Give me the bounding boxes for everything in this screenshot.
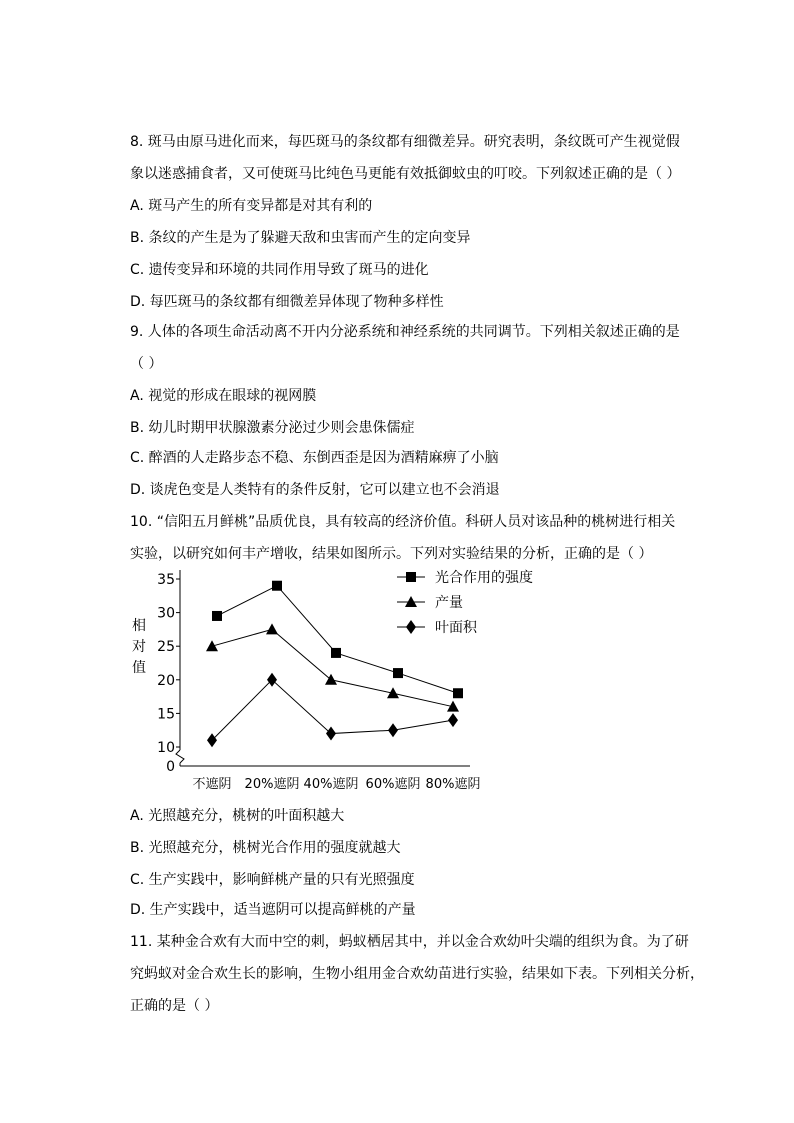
data-point-diamond xyxy=(267,673,277,687)
q9-option-d: D. 谈虎色变是人类特有的条件反射，它可以建立也不会消退 xyxy=(130,482,500,498)
data-point-diamond xyxy=(448,713,458,727)
q9-option-c: C. 醉酒的人走路步态不稳、东倒西歪是因为酒精麻痹了小脑 xyxy=(130,450,499,466)
q11-stem-line1: 11. 某种金合欢有大而中空的刺，蚂蚁栖居其中，并以金合欢幼叶尖端的组织为食。为了研 xyxy=(130,934,689,950)
q8-option-b: B. 条纹的产生是为了躲避天敌和虫害而产生的定向变异 xyxy=(130,230,471,246)
y-tick-label: 25 xyxy=(157,639,175,656)
legend-label: 光合作用的强度 xyxy=(435,570,533,586)
data-point-square xyxy=(272,581,282,591)
y-axis-label-char: 相 xyxy=(132,618,146,634)
data-point-square xyxy=(453,688,463,698)
q8-option-c: C. 遗传变异和环境的共同作用导致了斑马的进化 xyxy=(130,262,429,278)
data-point-triangle xyxy=(266,623,278,634)
y-tick-label: 0 xyxy=(166,759,175,775)
legend-marker-square xyxy=(406,572,416,582)
q11-stem-line3: 正确的是（ ） xyxy=(130,998,219,1014)
data-point-triangle xyxy=(325,674,337,685)
y-tick-label: 35 xyxy=(157,572,175,588)
data-point-diamond xyxy=(326,727,336,741)
data-point-diamond xyxy=(207,733,217,747)
q9-option-b: B. 幼儿时期甲状腺激素分泌过少则会患侏儒症 xyxy=(130,420,415,436)
y-axis-label-char: 对 xyxy=(132,639,146,655)
y-tick-label: 15 xyxy=(157,706,175,723)
axis-break-mark xyxy=(176,750,184,763)
y-tick-label: 30 xyxy=(157,605,175,622)
y-tick-label: 20 xyxy=(157,672,175,689)
q9-option-a: A. 视觉的形成在眼球的视网膜 xyxy=(130,388,317,404)
x-tick-label: 不遮阴 xyxy=(192,777,232,792)
shading-chart xyxy=(125,560,565,800)
q8-option-d: D. 每匹斑马的条纹都有细微差异体现了物种多样性 xyxy=(130,294,444,310)
q10-option-d: D. 生产实践中，适当遮阴可以提高鲜桃的产量 xyxy=(130,902,416,918)
q11-stem-line2: 究蚂蚁对金合欢生长的影响，生物小组用金合欢幼苗进行实验，结果如下表。下列相关分析， xyxy=(130,966,704,982)
legend-marker-diamond xyxy=(406,620,416,634)
q10-stem-line2: 实验，以研究如何丰产增收，结果如图所示。下列对实验结果的分析，正确的是（ ） xyxy=(130,546,653,562)
q9-stem-line2: （ ） xyxy=(130,356,163,372)
q8-stem-line1: 8. 斑马由原马进化而来，每匹斑马的条纹都有细微差异。研究表明，条纹既可产生视觉假 xyxy=(130,134,680,150)
q10-option-b: B. 光照越充分，桃树光合作用的强度就越大 xyxy=(130,840,401,856)
x-tick-label: 20%遮阴 xyxy=(244,777,300,792)
data-point-square xyxy=(331,648,341,658)
data-point-square xyxy=(212,611,222,621)
series-line-triangle xyxy=(212,629,453,706)
q8-stem-line2: 象以迷惑捕食者，又可使斑马比纯色马更能有效抵御蚊虫的叮咬。下列叙述正确的是（ ） xyxy=(130,166,681,182)
data-point-square xyxy=(393,668,403,678)
q10-option-a: A. 光照越充分，桃树的叶面积越大 xyxy=(130,808,345,824)
x-tick-label: 40%遮阴 xyxy=(303,777,359,792)
y-axis-label-char: 值 xyxy=(132,660,146,676)
legend-label: 产量 xyxy=(435,595,463,611)
q10-stem-line1: 10. “信阳五月鲜桃”品质优良，具有较高的经济价值。科研人员对该品种的桃树进行相关 xyxy=(130,514,676,530)
data-point-triangle xyxy=(206,640,218,651)
data-point-diamond xyxy=(388,723,398,737)
q8-option-a: A. 斑马产生的所有变异都是对其有利的 xyxy=(130,198,373,214)
y-tick-label: 10 xyxy=(157,740,175,756)
q10-option-c: C. 生产实践中，影响鲜桃产量的只有光照强度 xyxy=(130,872,415,888)
q9-stem-line1: 9. 人体的各项生命活动离不开内分泌系统和神经系统的共同调节。下列相关叙述正确的是 xyxy=(130,324,680,340)
legend-label: 叶面积 xyxy=(435,620,477,636)
x-tick-label: 60%遮阴 xyxy=(365,777,421,792)
x-tick-label: 80%遮阴 xyxy=(425,777,481,792)
